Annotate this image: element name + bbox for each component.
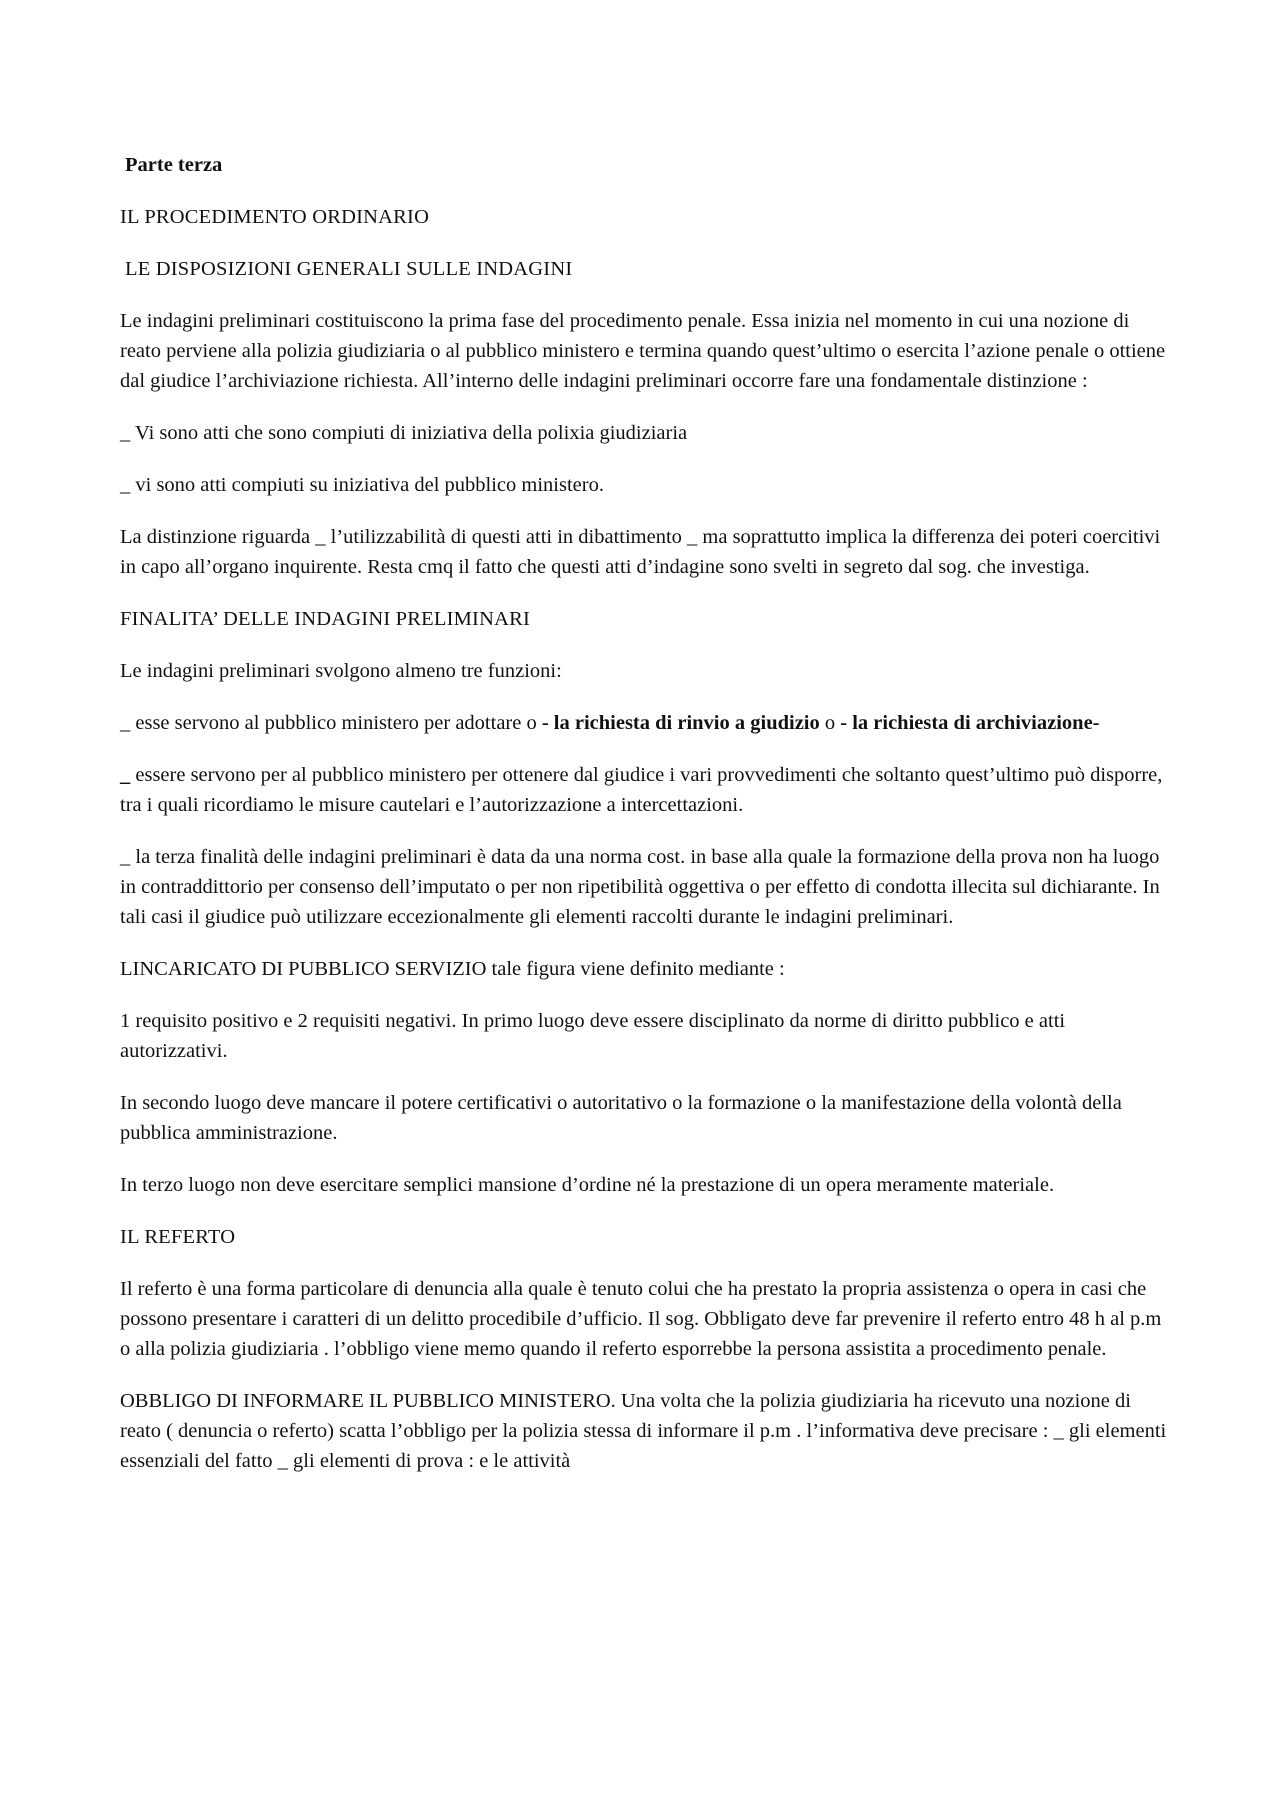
heading-referto: IL REFERTO bbox=[120, 1226, 236, 1248]
list-item-polizia: _ Vi sono atti che sono compiuti di iniziativa della polixia giudiziaria bbox=[120, 422, 688, 444]
paragraph-referto: Il referto è una forma particolare di denuncia alla quale è tenuto colui che ha prestato la propria assistenza o opera in casi che possono presentare i caratteri di un delitto procedibile d’ufficio. Il sog. Obbligato deve far prevenire il referto entro 48 h al p.m o alla polizia giudiziaria . l’obbligo viene memo quando il referto esporrebbe la persona assistita a procedimento penale. bbox=[120, 1278, 1162, 1360]
list-item-pubblico-ministero: _ vi sono atti compiuti su iniziativa del pubblico ministero. bbox=[120, 474, 604, 496]
funzione-1 bbox=[120, 708, 1170, 738]
paragraph-obbligo: OBBLIGO DI INFORMARE IL PUBBLICO MINISTERO. Una volta che la polizia giudiziaria ha ricevuto una nozione di reato ( denuncia o referto) scatta l’obbligo per la polizia stessa di informare il p.m . l’informativa deve precisare : _ gli elementi essenziali del fatto _ gli elementi di prova : e le attività bbox=[120, 1390, 1167, 1472]
funzione-1-bold-rinvio: - la richiesta di rinvio a giudizio bbox=[541, 712, 820, 734]
paragraph-intro: Le indagini preliminari costituiscono la prima fase del procedimento penale. Essa inizia nel momento in cui una nozione di reato perviene alla polizia giudiziaria o al pubblico ministero e termina quando quest’ultimo o esercita l’azione penale o ottiene dal giudice l’archiviazione richiesta. All’interno delle indagini preliminari occorre fare una fondamentale distinzione : bbox=[120, 310, 1166, 392]
document-page bbox=[120, 150, 1170, 1498]
funzione-1-bold-archiviazione: - la richiesta di archiviazione- bbox=[840, 712, 1100, 734]
paragraph-distinzione: La distinzione riguarda _ l’utilizzabilità di questi atti in dibattimento _ ma soprattutto implica la differenza dei poteri coercitivi in capo all’organo inquirente. Resta cmq il fatto che questi atti d’indagine sono svelti in segreto dal sog. che investiga. bbox=[120, 526, 1161, 578]
paragraph-terzo-luogo: In terzo luogo non deve esercitare semplici mansione d’ordine né la prestazione di un opera meramente materiale. bbox=[120, 1174, 1055, 1196]
funzione-2 bbox=[120, 760, 1170, 820]
paragraph-funzioni: Le indagini preliminari svolgono almeno tre funzioni: bbox=[120, 660, 562, 682]
document-title: Parte terza bbox=[125, 154, 223, 176]
funzione-1-text: _ esse servono al pubblico ministero per adottare o bbox=[120, 712, 542, 734]
funzione-2-bullet: _ bbox=[120, 764, 131, 786]
paragraph-requisiti: 1 requisito positivo e 2 requisiti negativi. In primo luogo deve essere disciplinato da norme di diritto pubblico e atti autorizzativi. bbox=[120, 1010, 1066, 1062]
heading-finalita: FINALITA’ DELLE INDAGINI PRELIMINARI bbox=[120, 608, 530, 630]
paragraph-incaricato: LINCARICATO DI PUBBLICO SERVIZIO tale figura viene definito mediante : bbox=[120, 958, 785, 980]
paragraph-secondo-luogo: In secondo luogo deve mancare il potere certificativi o autoritativo o la formazione o la manifestazione della volontà della pubblica amministrazione. bbox=[120, 1092, 1122, 1144]
funzione-2-text: essere servono per al pubblico ministero per ottenere dal giudice i vari provvedimenti che soltanto quest’ultimo può disporre, tra i quali ricordiamo le misure cautelari e l’autorizzazione a intercettazioni. bbox=[120, 764, 1163, 816]
funzione-3: _ la terza finalità delle indagini preliminari è data da una norma cost. in base alla quale la formazione della prova non ha luogo in contraddittorio per consenso dell’imputato o per non ripetibilità oggettiva o per effetto di condotta illecita sul dichiarante. In tali casi il giudice può utilizzare eccezionalmente gli elementi raccolti durante le indagini preliminari. bbox=[120, 846, 1160, 928]
heading-procedimento-ordinario: IL PROCEDIMENTO ORDINARIO bbox=[120, 206, 430, 228]
heading-disposizioni-generali: LE DISPOSIZIONI GENERALI SULLE INDAGINI bbox=[125, 258, 573, 280]
funzione-1-connector: o bbox=[819, 712, 841, 734]
